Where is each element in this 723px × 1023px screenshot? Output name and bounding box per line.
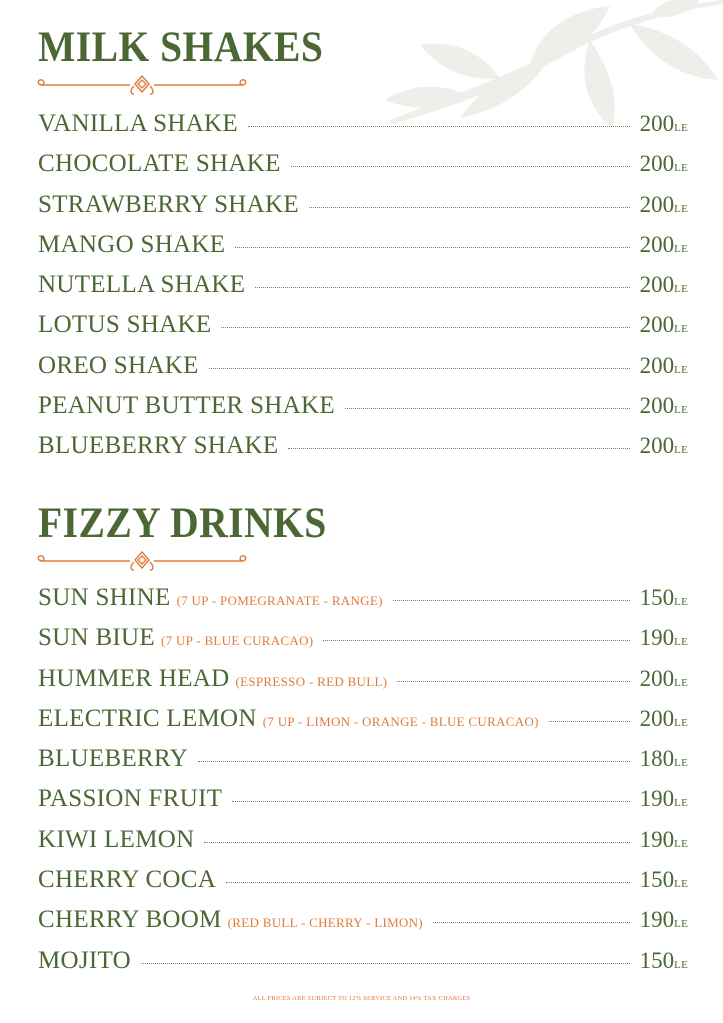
price-value: 200	[639, 433, 675, 459]
flourish-divider-icon	[34, 550, 250, 572]
dotted-leader	[433, 922, 630, 923]
item-name: BLUEBERRY SHAKE	[38, 432, 279, 460]
item-name: MANGO SHAKE	[38, 230, 226, 258]
item-price	[640, 192, 688, 218]
item-price	[640, 151, 688, 177]
currency-unit: LE	[674, 837, 688, 850]
menu-item-row	[38, 271, 688, 311]
item-name: VANILLA SHAKE	[38, 110, 238, 137]
item-price	[640, 746, 688, 772]
item-price	[640, 312, 688, 338]
currency-unit: LE	[674, 596, 688, 608]
price-value: 180	[639, 746, 675, 772]
price-value: 150	[639, 585, 675, 610]
menu-item-row	[38, 947, 688, 987]
item-price	[640, 111, 688, 137]
currency-unit: LE	[674, 757, 688, 770]
menu-item-row	[38, 311, 688, 351]
item-name: PEANUT BUTTER SHAKE	[38, 392, 335, 420]
currency-unit: LE	[674, 958, 688, 971]
menu-item-row	[38, 110, 688, 150]
menu-item-row	[38, 584, 688, 624]
menu-item-row	[38, 231, 688, 271]
dotted-leader	[141, 963, 630, 964]
currency-unit: LE	[674, 323, 688, 336]
price-value: 190	[639, 907, 675, 933]
currency-unit: LE	[674, 797, 688, 810]
menu-item-row	[38, 866, 688, 906]
price-value: 200	[639, 111, 675, 136]
menu-item-row	[38, 665, 688, 705]
item-name: CHOCOLATE SHAKE	[38, 150, 281, 178]
item-price	[640, 907, 688, 933]
fizzy-drinks-section	[38, 500, 688, 974]
item-ingredients: (ESPRESSO - RED BULL)	[235, 673, 388, 689]
menu-item-row	[38, 745, 688, 785]
milk-shakes-section	[38, 24, 688, 460]
dotted-leader	[549, 721, 630, 722]
price-value: 150	[639, 947, 675, 973]
price-value: 200	[639, 151, 675, 177]
item-name: SUN SHINE	[38, 584, 171, 611]
item-price	[640, 786, 688, 812]
currency-unit: LE	[674, 444, 688, 457]
item-ingredients: (RED BULL - CHERRY - LIMON)	[227, 915, 423, 931]
dotted-leader	[288, 448, 629, 449]
item-name: OREO SHAKE	[38, 351, 199, 379]
menu-item-row	[38, 392, 688, 432]
item-price	[640, 948, 688, 974]
dotted-leader	[323, 640, 629, 641]
item-price	[640, 272, 688, 298]
menu-item-row	[38, 624, 688, 664]
dotted-leader	[291, 166, 630, 167]
price-value: 190	[639, 625, 675, 651]
price-value: 150	[639, 867, 675, 893]
price-value: 200	[639, 312, 675, 338]
item-price	[640, 232, 688, 258]
item-price	[640, 827, 688, 853]
item-name: KIWI LEMON	[38, 825, 195, 853]
item-ingredients: (7 UP - POMEGRANATE - RANGE)	[176, 593, 383, 608]
dotted-leader	[232, 801, 629, 802]
price-value: 200	[639, 272, 675, 298]
dotted-leader	[397, 681, 629, 682]
menu-item-row	[38, 191, 688, 231]
menu-item-list	[38, 584, 688, 987]
menu-item-row	[38, 705, 688, 745]
item-price	[640, 625, 688, 651]
item-name: STRAWBERRY SHAKE	[38, 190, 299, 218]
menu-item-row	[38, 432, 688, 472]
currency-unit: LE	[674, 162, 688, 175]
item-name: CHERRY COCA	[38, 866, 217, 894]
currency-unit: LE	[674, 636, 688, 649]
item-price	[640, 353, 688, 379]
currency-unit: LE	[674, 404, 688, 417]
price-value: 200	[639, 191, 675, 217]
price-value: 190	[639, 826, 675, 852]
currency-unit: LE	[674, 878, 688, 891]
currency-unit: LE	[674, 716, 688, 729]
dotted-leader	[226, 882, 630, 883]
section-title: MILK SHAKES	[38, 24, 324, 71]
dotted-leader	[248, 126, 630, 127]
section-title: FIZZY DRINKS	[38, 500, 327, 547]
price-value: 200	[639, 705, 675, 731]
item-price	[640, 585, 688, 611]
menu-item-row	[38, 150, 688, 190]
menu-item-row	[38, 906, 688, 946]
flourish-divider-icon	[34, 74, 250, 96]
dotted-leader	[221, 327, 629, 328]
dotted-leader	[204, 842, 629, 843]
item-name: CHERRY BOOM	[38, 906, 222, 934]
item-name: NUTELLA SHAKE	[38, 271, 246, 299]
dotted-leader	[209, 368, 630, 369]
item-price	[640, 433, 688, 459]
menu-item-row	[38, 785, 688, 825]
item-name: PASSION FRUIT	[38, 785, 223, 813]
item-price	[640, 666, 688, 692]
item-price	[640, 393, 688, 419]
item-name: ELECTRIC LEMON	[38, 704, 257, 732]
price-footnote: ALL PRICES ARE SUBJECT TO 12% SERVICE AND 14% TAX CHARGES	[252, 995, 471, 1002]
item-price	[640, 706, 688, 732]
currency-unit: LE	[674, 242, 688, 255]
dotted-leader	[198, 761, 630, 762]
currency-unit: LE	[674, 283, 688, 296]
item-name: SUN BIUE	[38, 624, 155, 652]
dotted-leader	[309, 207, 630, 208]
menu-item-list	[38, 110, 688, 473]
price-value: 200	[639, 231, 675, 257]
item-ingredients: (7 UP - BLUE CURACAO)	[161, 633, 314, 649]
currency-unit: LE	[674, 202, 688, 215]
price-value: 190	[639, 786, 675, 812]
item-name: LOTUS SHAKE	[38, 311, 212, 339]
price-value: 200	[639, 352, 675, 378]
currency-unit: LE	[674, 363, 688, 376]
item-name: BLUEBERRY	[38, 745, 188, 773]
currency-unit: LE	[674, 918, 688, 931]
currency-unit: LE	[674, 122, 688, 134]
price-value: 200	[639, 393, 675, 419]
menu-item-row	[38, 826, 688, 866]
price-value: 200	[639, 665, 675, 691]
item-name: HUMMER HEAD	[38, 664, 230, 692]
menu-item-row	[38, 352, 688, 392]
item-price	[640, 867, 688, 893]
currency-unit: LE	[674, 676, 688, 689]
dotted-leader	[345, 408, 630, 409]
dotted-leader	[255, 287, 629, 288]
item-name: MOJITO	[38, 946, 132, 974]
dotted-leader	[393, 600, 630, 601]
item-ingredients: (7 UP - LIMON - ORANGE - BLUE CURACAO)	[262, 713, 539, 729]
dotted-leader	[235, 247, 629, 248]
